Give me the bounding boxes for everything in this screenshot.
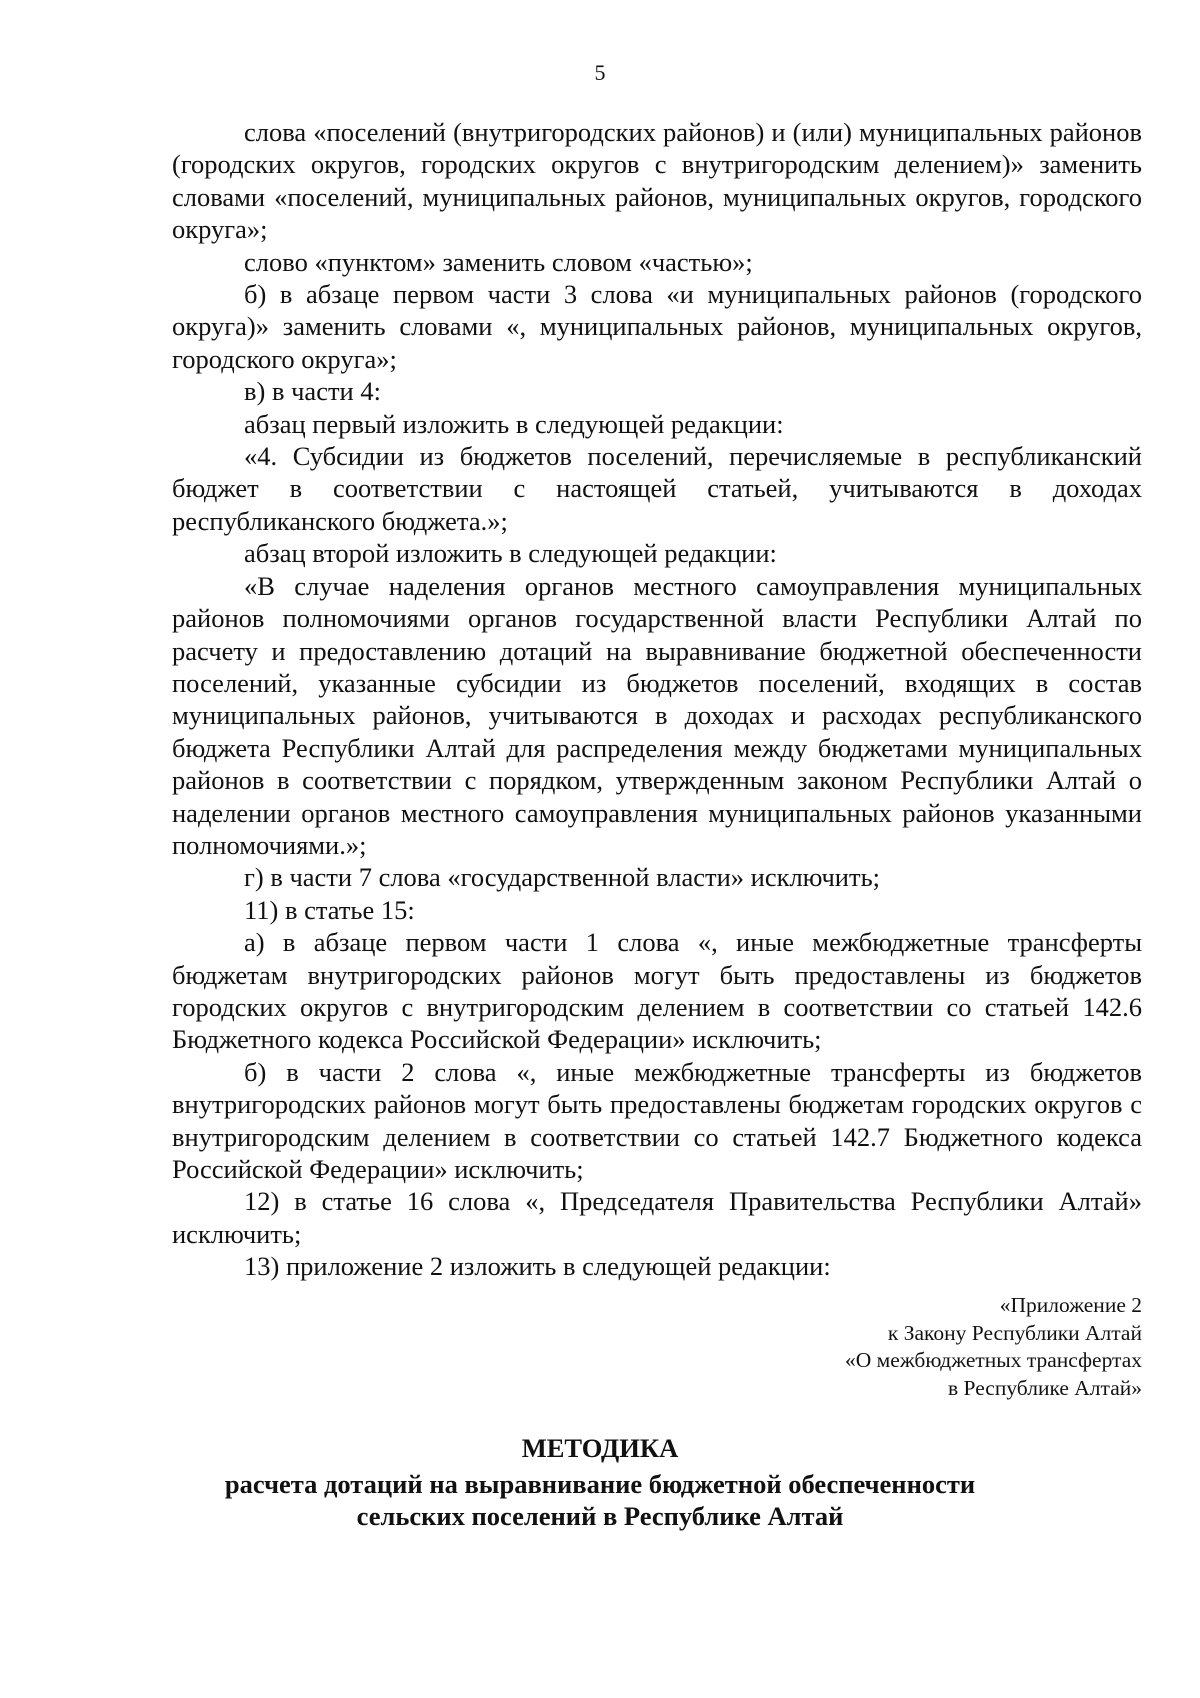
paragraph: абзац второй изложить в следующей редакции:: [244, 538, 777, 569]
paragraph: слово «пунктом» заменить словом «частью»;: [244, 246, 753, 277]
section-subtitle-line2: сельских поселений в Республике Алтай: [356, 1501, 844, 1531]
paragraph: 11) в статье 15:: [244, 894, 415, 925]
paragraph: 13) приложение 2 изложить в следующей редакции:: [244, 1251, 831, 1282]
annex-line: «О межбюджетных трансфертах: [845, 1348, 1142, 1372]
annex-reference: [845, 1292, 1142, 1402]
paragraph: г) в части 7 слова «государственной власти» исключить;: [244, 862, 881, 893]
paragraph: б) в абзаце первом части 3 слова «и муниципальных районов (городского округа)» заменить словами «, муниципальных районов, муниципальных округов, городского округа»;: [172, 279, 1142, 374]
paragraph: в) в части 4:: [244, 376, 381, 407]
annex-line: в Республике Алтай»: [948, 1375, 1142, 1400]
paragraph: б) в части 2 слова «, иные межбюджетные трансферты из бюджетов внутригородских районов могут быть предоставлены бюджетам городских округов с внутригородским делением в соответствии со статьей 142.7 Бюджетного кодекса Российской Федерации» исключить;: [172, 1056, 1142, 1184]
page-number: 5: [594, 60, 606, 85]
paragraph: 12) в статье 16 слова «, Председателя Правительства Республики Алтай» исключить;: [172, 1186, 1142, 1249]
annex-line: «Приложение 2: [999, 1293, 1142, 1317]
body-text: [172, 116, 1142, 1283]
section-title: МЕТОДИКА: [521, 1433, 679, 1463]
annex-line: к Закону Республики Алтай: [887, 1320, 1142, 1345]
paragraph: абзац первый изложить в следующей редакции:: [244, 408, 784, 439]
section-subtitle-line1: расчета дотаций на выравнивание бюджетной обеспеченности: [224, 1469, 976, 1499]
paragraph: слова «поселений (внутригородских районов) и (или) муниципальных районов (городских округов, городских округов с внутригородским делением)» заменить словами «поселений, муниципальных районов, муниципальных округов, городского округа»;: [172, 117, 1142, 245]
paragraph: «4. Субсидии из бюджетов поселений, перечисляемые в республиканский бюджет в соответствии с настоящей статьей, учитываются в доходах республиканского бюджета.»;: [172, 441, 1142, 536]
paragraph: а) в абзаце первом части 1 слова «, иные межбюджетные трансферты бюджетам внутригородских районов могут быть предоставлены из бюджетов городских округов с внутригородским делением в соответствии со статьей 142.6 Бюджетного кодекса Российской Федерации» исключить;: [172, 927, 1142, 1055]
paragraph: «В случае наделения органов местного самоуправления муниципальных районов полномочиями органов государственной власти Республики Алтай по расчету и предоставлению дотаций на выравнивание бюджетной обеспеченности поселений, указанные субсидии из бюджетов поселений, входящих в состав муниципальных районов, учитываются в доходах и расходах республиканского бюджета Республики Алтай для распределения между бюджетами муниципальных районов в соответствии с порядком, утвержденным законом Республики Алтай о наделении органов местного самоуправления муниципальных районов указанными полномочиями.»;: [172, 570, 1142, 860]
